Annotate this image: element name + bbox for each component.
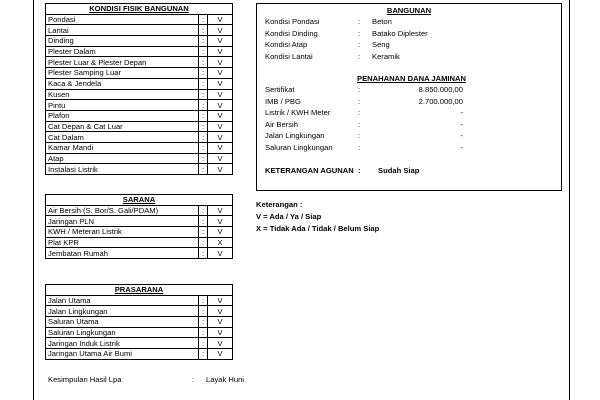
bangunan-colon: : — [358, 17, 361, 26]
bangunan-value: Beton — [372, 17, 392, 26]
prasarana-row — [46, 338, 233, 349]
fisik-row — [46, 57, 233, 68]
keterangan-agunan-value: Sudah Siap — [378, 166, 420, 175]
prasarana-item-label: Jalan Utama — [46, 295, 199, 306]
sarana-item-mark: V — [208, 216, 233, 227]
bangunan-colon: : — [358, 28, 361, 38]
prasarana-row — [46, 327, 233, 338]
penahanan-colon: : — [358, 119, 361, 129]
sarana-item-mark: V — [208, 205, 233, 216]
sarana-row — [46, 227, 233, 238]
prasarana-item-mark: V — [208, 317, 233, 328]
sarana-item-label: Plat KPR — [46, 237, 199, 248]
legend-v: V = Ada / Ya / Siap — [256, 212, 322, 221]
penahanan-value: 8.850.000,00 — [418, 85, 463, 94]
sarana-item-label: KWH / Meteran Listrik — [46, 227, 199, 238]
penahanan-value: - — [460, 108, 463, 117]
fisik-item-colon: : — [199, 89, 208, 100]
bangunan-label: Kondisi Dinding — [265, 28, 318, 38]
prasarana-item-colon: : — [199, 349, 208, 360]
bangunan-value: Seng — [372, 40, 390, 49]
prasarana-row — [46, 349, 233, 360]
fisik-item-colon: : — [199, 25, 208, 36]
fisik-item-colon: : — [199, 132, 208, 143]
fisik-item-colon: : — [199, 36, 208, 47]
bangunan-box — [256, 3, 562, 191]
fisik-item-label: Cat Depan & Cat Luar — [46, 121, 199, 132]
fisik-item-label: Cat Dalam — [46, 132, 199, 143]
penahanan-title: PENAHANAN DANA JAMINAN — [357, 74, 466, 83]
fisik-row — [46, 89, 233, 100]
prasarana-item-label: Saluran Lingkungan — [46, 327, 199, 338]
fisik-item-mark: V — [208, 78, 233, 89]
fisik-item-label: Plester Luar & Plester Depan — [46, 57, 199, 68]
bangunan-label: Kondisi Atap — [265, 40, 308, 49]
fisik-item-label: Kusen — [46, 89, 199, 100]
fisik-item-mark: V — [208, 110, 233, 121]
fisik-item-label: Plester Samping Luar — [46, 68, 199, 79]
prasarana-row — [46, 317, 233, 328]
kesimpulan-value: Layak Huni — [206, 375, 244, 384]
fisik-item-mark: V — [208, 164, 233, 175]
sarana-row — [46, 205, 233, 216]
fisik-row — [46, 153, 233, 164]
fisik-row — [46, 46, 233, 57]
kesimpulan-label: Kesimpulan Hasil Lpa — [48, 375, 122, 384]
fisik-item-label: Lantai — [46, 25, 199, 36]
prasarana-item-colon: : — [199, 327, 208, 338]
fisik-item-mark: V — [208, 57, 233, 68]
sarana-row — [46, 237, 233, 248]
prasarana-row — [46, 295, 233, 306]
penahanan-row — [257, 108, 561, 118]
fisik-item-mark: V — [208, 142, 233, 153]
penahanan-row — [257, 143, 561, 153]
fisik-item-colon: : — [199, 57, 208, 68]
fisik-item-mark: V — [208, 36, 233, 47]
fisik-item-label: Kaca & Jendela — [46, 78, 199, 89]
keterangan-agunan-colon: : — [358, 166, 361, 175]
prasarana-item-mark: V — [208, 338, 233, 349]
fisik-item-label: Plafon — [46, 110, 199, 121]
fisik-row — [46, 68, 233, 79]
prasarana-item-colon: : — [199, 338, 208, 349]
bangunan-title: BANGUNAN — [386, 6, 432, 15]
prasarana-title: PRASARANA — [46, 285, 233, 296]
penahanan-colon: : — [358, 142, 361, 152]
fisik-item-colon: : — [199, 142, 208, 153]
penahanan-colon: : — [358, 108, 361, 117]
penahanan-colon: : — [358, 85, 361, 94]
bangunan-row — [257, 29, 561, 39]
penahanan-label: IMB / PBG — [265, 96, 301, 106]
prasarana-item-mark: V — [208, 349, 233, 360]
penahanan-row — [257, 120, 561, 130]
keterangan-title: Keterangan : — [256, 200, 303, 209]
fisik-row — [46, 142, 233, 153]
sarana-item-colon: : — [199, 216, 208, 227]
fisik-item-mark: V — [208, 153, 233, 164]
kondisi-fisik-title: KONDISI FISIK BANGUNAN — [46, 4, 233, 15]
sarana-item-mark: V — [208, 248, 233, 259]
kondisi-fisik-table — [45, 3, 233, 175]
bangunan-label: Kondisi Pondasi — [265, 17, 320, 26]
penahanan-label: Listrik / KWH Meter — [265, 108, 331, 117]
sarana-item-colon: : — [199, 205, 208, 216]
bangunan-colon: : — [358, 40, 361, 49]
fisik-row — [46, 25, 233, 36]
fisik-item-mark: V — [208, 100, 233, 111]
fisik-item-label: Plester Dalam — [46, 46, 199, 57]
bangunan-row — [257, 40, 561, 50]
sarana-title: SARANA — [46, 195, 233, 206]
sarana-item-colon: : — [199, 227, 208, 238]
fisik-item-mark: V — [208, 132, 233, 143]
penahanan-value: - — [460, 119, 463, 129]
fisik-row — [46, 110, 233, 121]
prasarana-item-mark: V — [208, 327, 233, 338]
penahanan-colon: : — [358, 131, 361, 140]
fisik-row — [46, 14, 233, 25]
fisik-item-label: Pondasi — [46, 14, 199, 25]
fisik-item-label: Kamar Mandi — [46, 142, 199, 153]
fisik-item-colon: : — [199, 110, 208, 121]
fisik-row — [46, 78, 233, 89]
fisik-item-mark: V — [208, 68, 233, 79]
fisik-item-mark: V — [208, 25, 233, 36]
fisik-row — [46, 100, 233, 111]
penahanan-label: Air Bersih — [265, 119, 298, 129]
sarana-item-mark: V — [208, 227, 233, 238]
prasarana-item-colon: : — [199, 306, 208, 317]
sarana-item-label: Jembatan Rumah — [46, 248, 199, 259]
fisik-item-mark: V — [208, 14, 233, 25]
prasarana-row — [46, 306, 233, 317]
fisik-item-mark: V — [208, 121, 233, 132]
fisik-item-colon: : — [199, 100, 208, 111]
prasarana-table — [45, 284, 233, 360]
sarana-item-label: Air Bersih (S. Bor/S. Gali/PDAM) — [46, 205, 199, 216]
prasarana-item-label: Jaringan Utama Air Bumi — [46, 349, 199, 360]
fisik-row — [46, 132, 233, 143]
fisik-item-mark: V — [208, 89, 233, 100]
fisik-item-colon: : — [199, 164, 208, 175]
fisik-item-label: Pintu — [46, 100, 199, 111]
fisik-item-mark: V — [208, 46, 233, 57]
penahanan-colon: : — [358, 96, 361, 106]
sarana-item-colon: : — [199, 248, 208, 259]
fisik-item-colon: : — [199, 68, 208, 79]
fisik-row — [46, 164, 233, 175]
penahanan-value: - — [460, 142, 463, 152]
penahanan-row — [257, 97, 561, 107]
bangunan-row — [257, 17, 561, 27]
fisik-row — [46, 36, 233, 47]
prasarana-item-mark: V — [208, 295, 233, 306]
sarana-item-mark: X — [208, 237, 233, 248]
fisik-item-colon: : — [199, 14, 208, 25]
prasarana-item-label: Saluran Utama — [46, 317, 199, 328]
sarana-table — [45, 194, 233, 259]
prasarana-item-label: Jaringan Induk Listrik — [46, 338, 199, 349]
prasarana-item-colon: : — [199, 295, 208, 306]
bangunan-value: Batako Diplester — [372, 28, 428, 38]
penahanan-label: Sertifikat — [265, 85, 295, 94]
penahanan-label: Jalan Lingkungan — [265, 131, 325, 140]
fisik-item-colon: : — [199, 78, 208, 89]
penahanan-value: - — [460, 131, 463, 140]
bangunan-label: Kondisi Lantai — [265, 51, 313, 61]
fisik-item-colon: : — [199, 121, 208, 132]
penahanan-row — [257, 85, 561, 95]
fisik-item-label: Dinding — [46, 36, 199, 47]
sarana-item-label: Jaringan PLN — [46, 216, 199, 227]
bangunan-colon: : — [358, 51, 361, 61]
fisik-item-colon: : — [199, 46, 208, 57]
penahanan-label: Saluran Lingkungan — [265, 142, 333, 152]
keterangan-agunan-label: KETERANGAN AGUNAN — [265, 166, 354, 175]
fisik-item-label: Instalasi Listrik — [46, 164, 199, 175]
bangunan-row — [257, 52, 561, 62]
keterangan-agunan-row — [257, 166, 561, 176]
fisik-item-colon: : — [199, 153, 208, 164]
penahanan-value: 2.700.000,00 — [418, 96, 463, 106]
legend-x: X = Tidak Ada / Tidak / Belum Siap — [256, 224, 380, 233]
sarana-row — [46, 216, 233, 227]
prasarana-item-mark: V — [208, 306, 233, 317]
sarana-row — [46, 248, 233, 259]
document-page — [33, 0, 570, 400]
prasarana-item-colon: : — [199, 317, 208, 328]
penahanan-row — [257, 131, 561, 141]
sarana-item-colon: : — [199, 237, 208, 248]
bangunan-value: Keramik — [372, 51, 400, 61]
fisik-item-label: Atap — [46, 153, 199, 164]
prasarana-item-label: Jalan Lingkungan — [46, 306, 199, 317]
fisik-row — [46, 121, 233, 132]
kesimpulan-colon: : — [192, 375, 195, 384]
